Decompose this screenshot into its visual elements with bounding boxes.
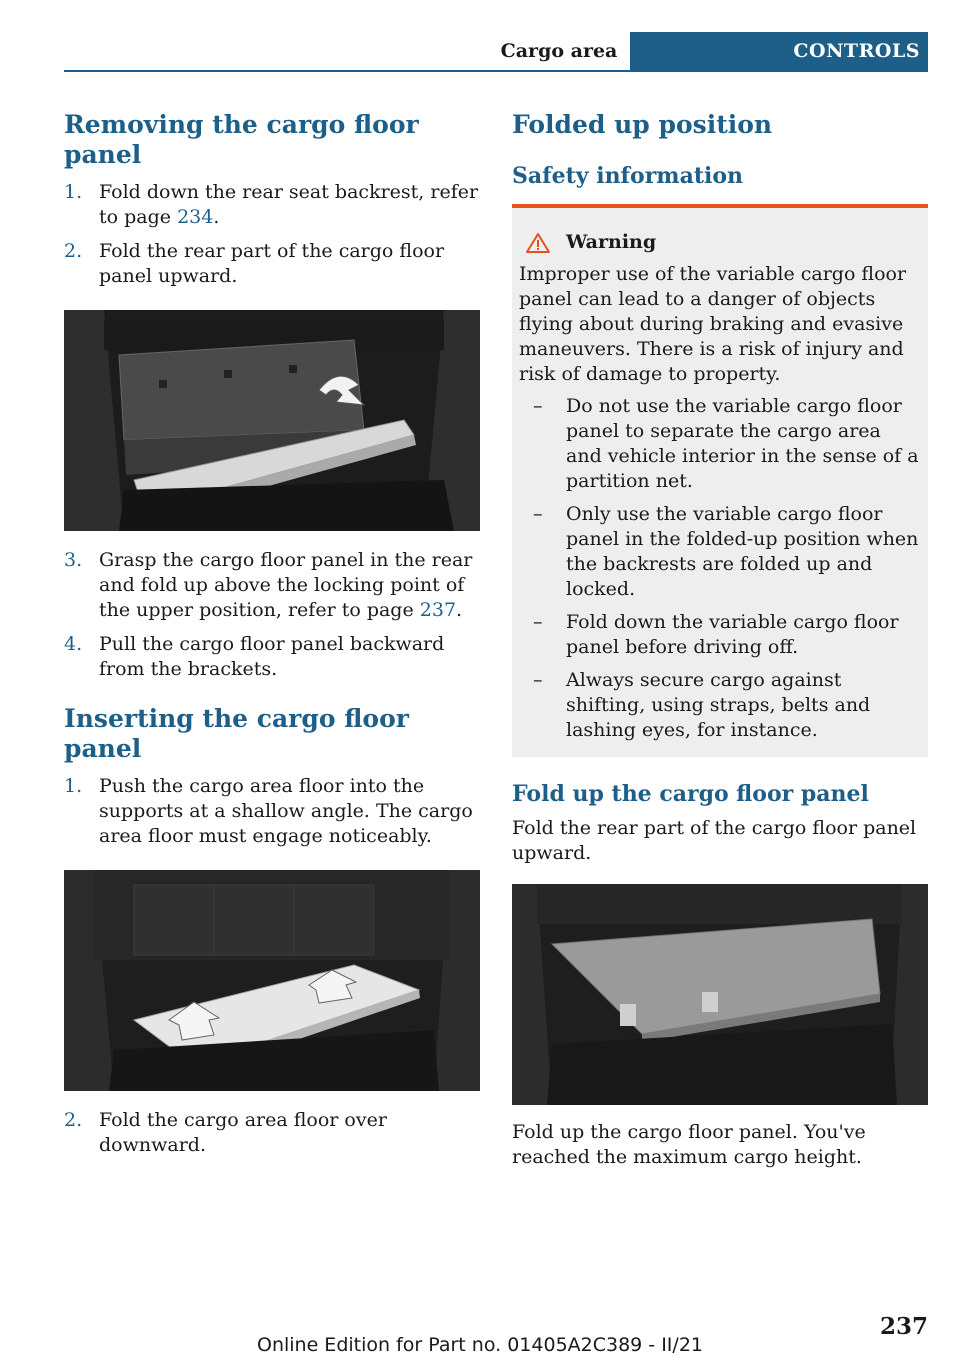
header-rule [64, 70, 928, 72]
step-item: 2. Fold the cargo area floor over downward. [64, 1109, 387, 1156]
warning-intro: Improper use of the variable cargo floor panel can lead to a danger of objects flying about during braking and evasive maneuvers. There is a risk of injury and risk of damage to property. [519, 263, 907, 386]
header-section-title: Cargo area [500, 40, 618, 62]
header-chapter-tab: CONTROLS [630, 32, 928, 70]
step-item: 1. Push the cargo area floor into the supports at a shallow angle. The cargo area floor must engage noticeably. [64, 775, 473, 847]
inserting-heading: Inserting the cargo floor panel [64, 704, 409, 763]
warning-list [519, 394, 920, 743]
inserting-steps-cont [64, 1108, 480, 1158]
photo-fold-panel-up [64, 310, 480, 531]
photo-insert-panel [64, 870, 480, 1091]
warning-title: Warning [512, 230, 920, 255]
removing-steps [64, 180, 480, 289]
step-item: 1. Fold down the rear seat backrest, refer to page 234. [64, 181, 479, 228]
inserting-steps [64, 774, 480, 849]
photo-panel-folded-up [512, 884, 928, 1105]
fold-up-heading: Fold up the cargo floor panel [512, 781, 869, 808]
step-item: 4. Pull the cargo floor panel backward from the brackets. [64, 633, 445, 680]
warning-triangle-icon [525, 232, 551, 254]
warning-item: – Only use the variable cargo floor panel in the folded-up position when the backrests are folded up and locked. [533, 503, 919, 601]
right-column [512, 100, 928, 1170]
page-link-237[interactable]: 237 [419, 599, 457, 621]
page-link-234[interactable]: 234 [177, 206, 214, 228]
fold-up-result-text: Fold up the cargo floor panel. You've reached the maximum cargo height. [512, 1120, 866, 1168]
edition-footer: Online Edition for Part no. 01405A2C389 - II/21 [256, 1334, 703, 1356]
warning-item: – Always secure cargo against shifting, using straps, belts and lashing eyes, for instance. [533, 669, 871, 742]
removing-steps-cont [64, 548, 480, 682]
step-item: 2. Fold the rear part of the cargo floor panel upward. [64, 240, 445, 287]
folded-up-heading: Folded up position [512, 110, 773, 139]
page-number: 237 [879, 1313, 928, 1340]
warning-item: – Fold down the variable cargo floor panel before driving off. [533, 611, 899, 659]
step-item: 3. Grasp the cargo floor panel in the rear and fold up above the locking point of the upper position, refer to page 237. [64, 549, 473, 621]
warning-box [512, 204, 928, 757]
left-column [64, 100, 480, 1158]
fold-up-text: Fold the rear part of the cargo floor panel upward. [512, 816, 917, 864]
warning-item: – Do not use the variable cargo floor panel to separate the cargo area and vehicle interior in the sense of a partition net. [533, 395, 919, 493]
removing-heading: Removing the cargo floor panel [64, 110, 419, 169]
safety-heading: Safety information [512, 163, 744, 189]
